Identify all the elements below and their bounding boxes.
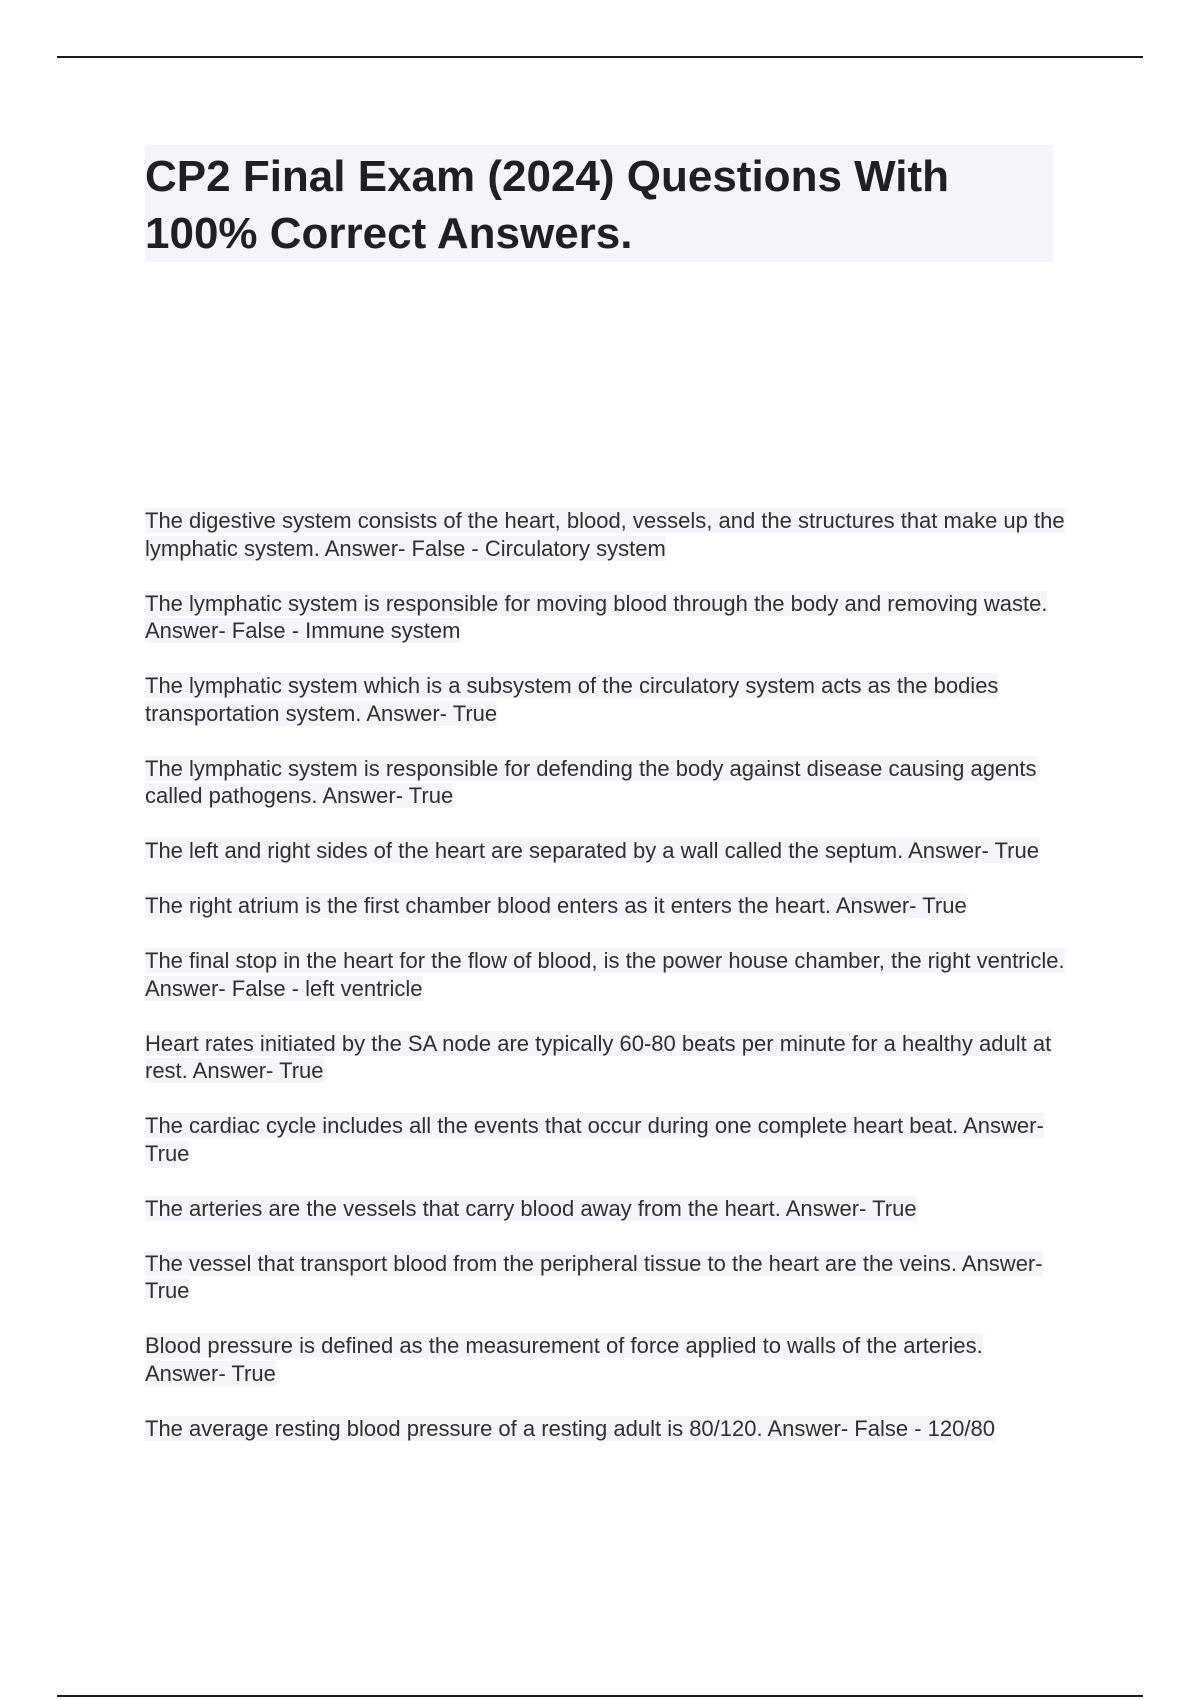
qa-item: The arteries are the vessels that carry blood away from the heart. Answer- True: [145, 1195, 917, 1221]
qa-item: The vessel that transport blood from the peripheral tissue to the heart are the veins. Answer- True: [145, 1250, 1043, 1303]
title-block: [145, 145, 1053, 262]
page-title: CP2 Final Exam (2024) Questions With 100% Correct Answers.: [145, 152, 950, 258]
qa-item: The lymphatic system is responsible for moving blood through the body and removing waste. Answer- False - Immune system: [145, 590, 1048, 643]
qa-item: The lymphatic system is responsible for defending the body against disease causing agents called pathogens. Answer- True: [145, 755, 1037, 808]
top-rule: [57, 56, 1143, 58]
qa-item: The right atrium is the first chamber blood enters as it enters the heart. Answer- True: [145, 893, 967, 918]
qa-list: [145, 507, 1065, 1470]
qa-item: Blood pressure is defined as the measurement of force applied to walls of the arteries. Answer- True: [145, 1333, 983, 1386]
qa-item: The final stop in the heart for the flow of blood, is the power house chamber, the right ventricle. Answer- False - left ventricle: [145, 948, 1065, 1001]
bottom-rule: [57, 1695, 1143, 1697]
qa-item: The average resting blood pressure of a resting adult is 80/120. Answer- False - 120/80: [145, 1415, 995, 1441]
qa-item: The lymphatic system which is a subsystem of the circulatory system acts as the bodies transportation system. Answer- True: [145, 673, 999, 726]
qa-item: Heart rates initiated by the SA node are typically 60-80 beats per minute for a healthy adult at rest. Answer- True: [145, 1030, 1052, 1083]
qa-item: The digestive system consists of the heart, blood, vessels, and the structures that make up the lymphatic system. Answer- False - Circulatory system: [145, 508, 1065, 561]
qa-item: The left and right sides of the heart are separated by a wall called the septum. Answer- True: [145, 838, 1039, 863]
qa-item: The cardiac cycle includes all the events that occur during one complete heart beat. Answer- True: [145, 1113, 1044, 1166]
